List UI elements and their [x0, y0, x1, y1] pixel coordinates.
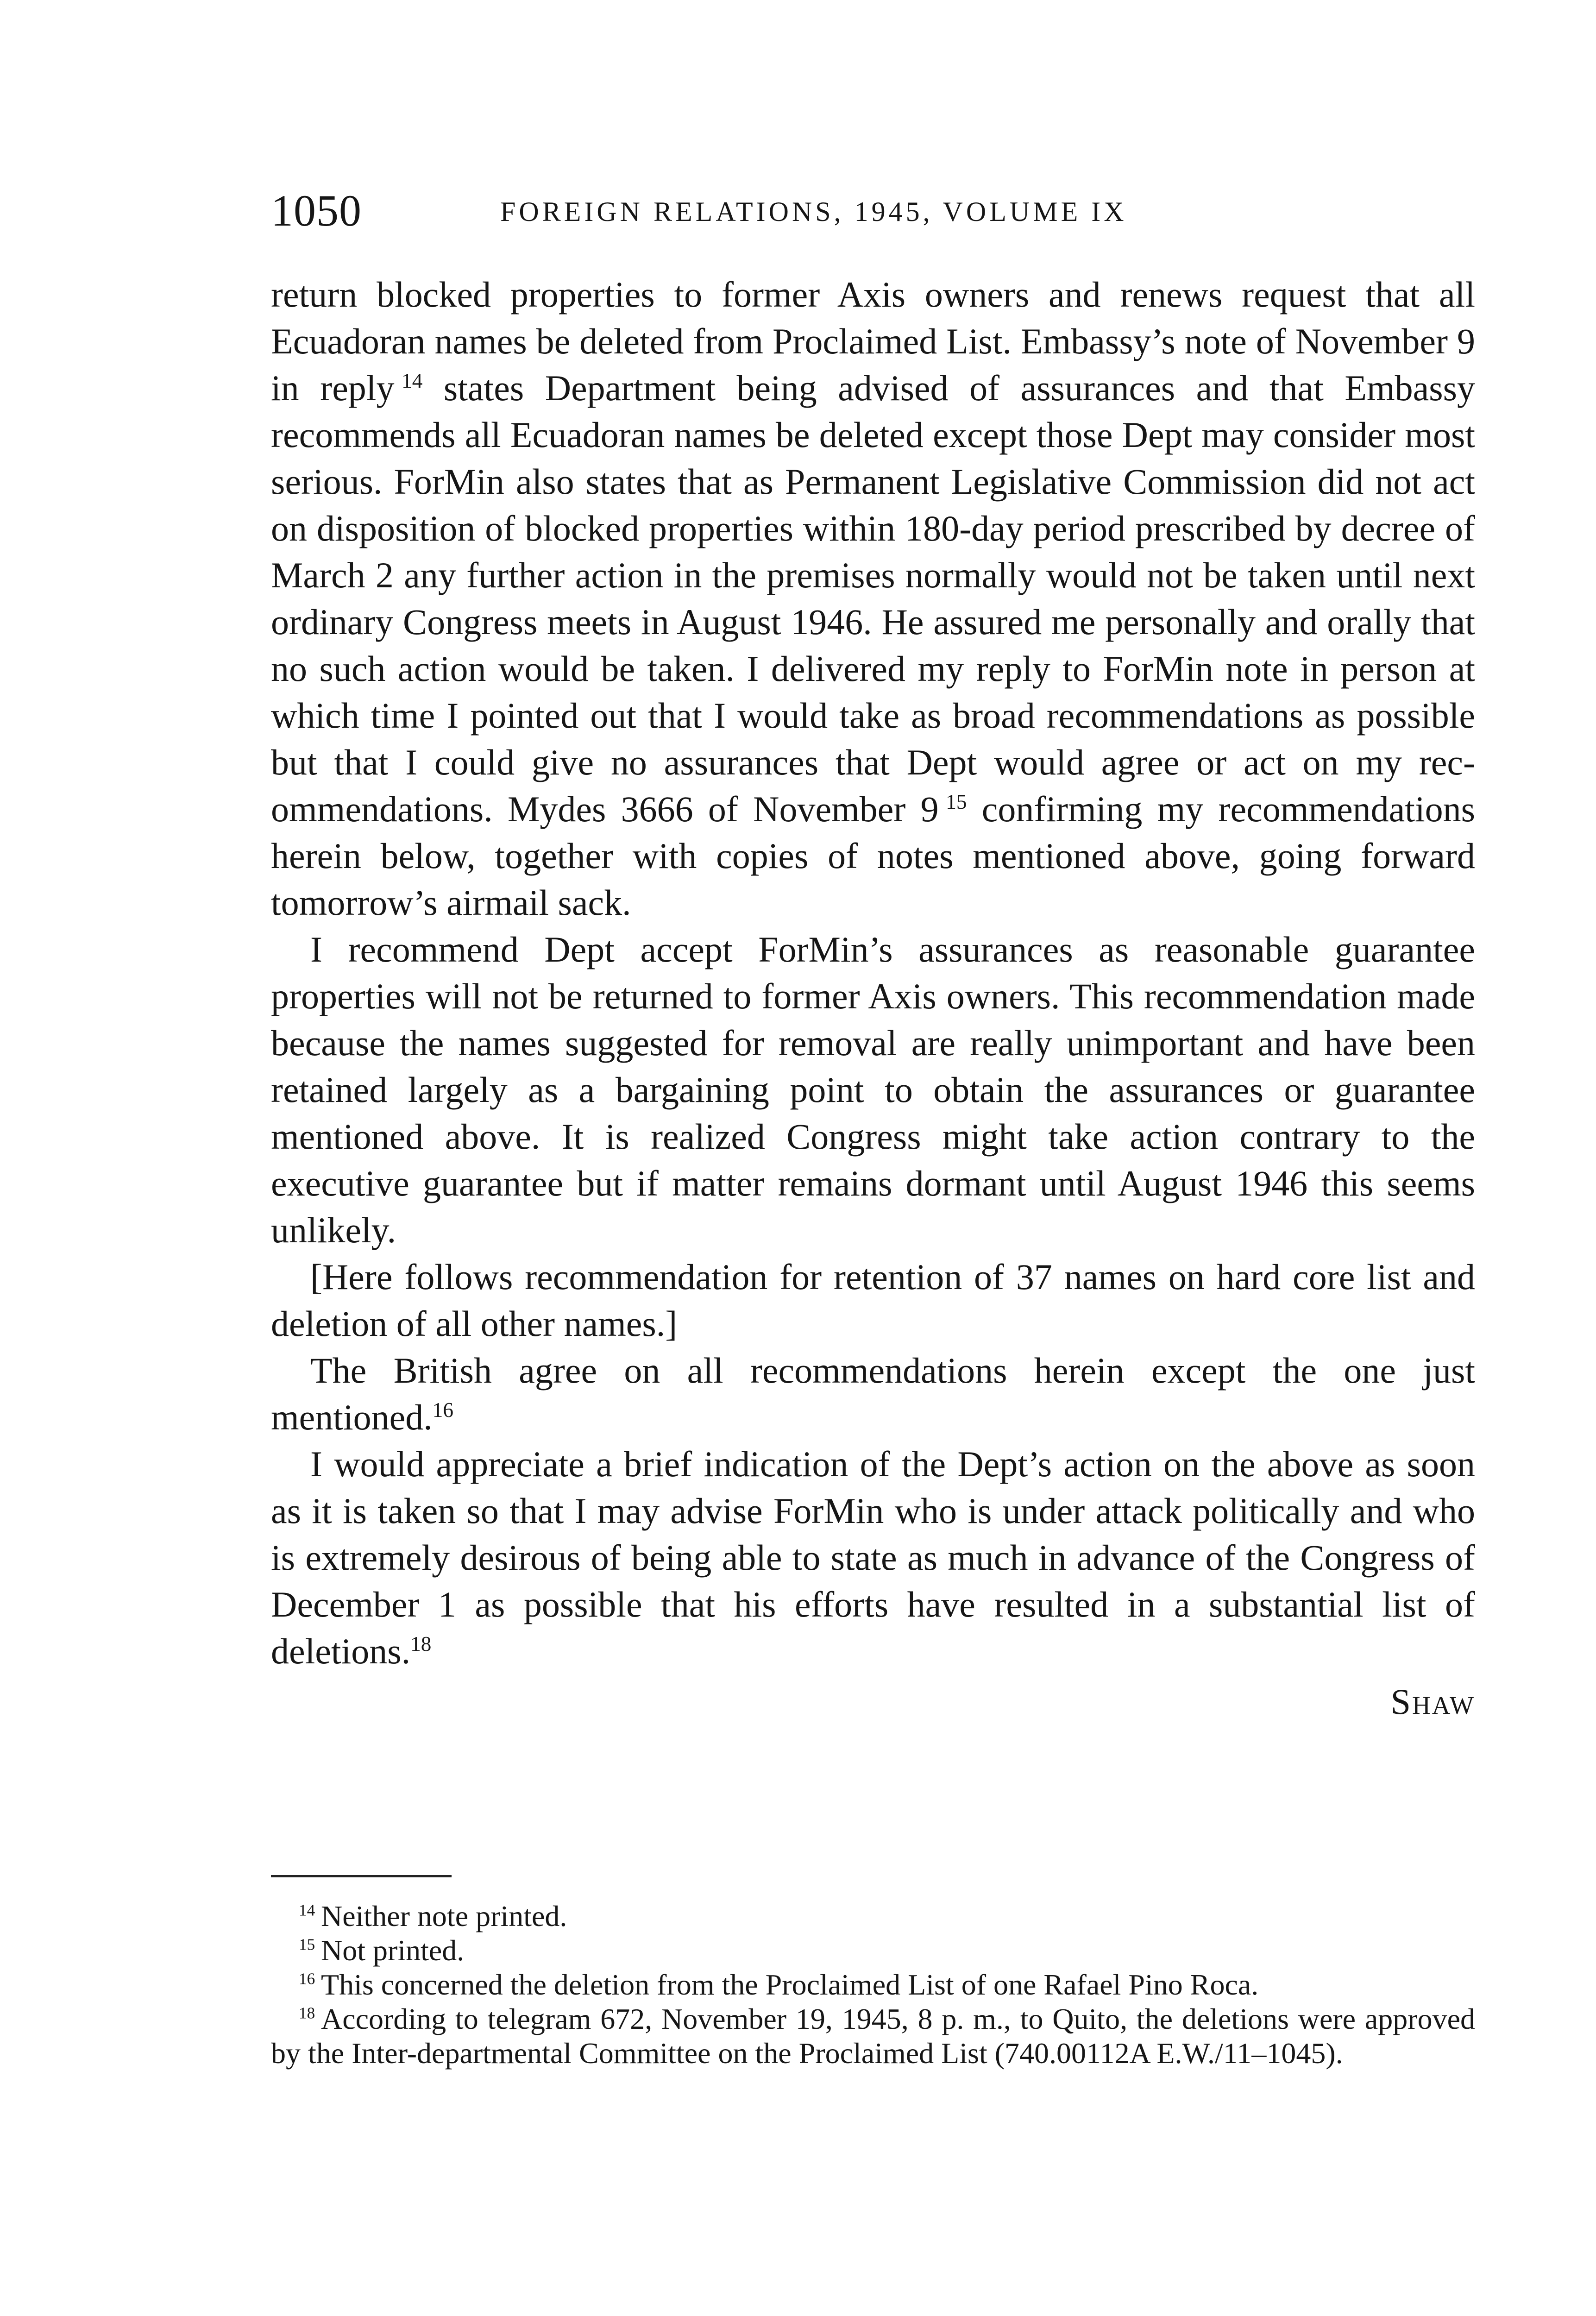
running-head: FOREIGN RELATIONS, 1945, VOLUME IX	[500, 196, 1127, 227]
signature: Shaw	[1390, 1681, 1475, 1722]
paragraph-4-text: The British agree on all recommendations herein except the one just mentioned.	[271, 1350, 1475, 1437]
footnote-14	[271, 1899, 1475, 1933]
footnote-separator	[271, 1875, 452, 1877]
paragraph-1-text-b: states Department being advised of assurances and that Embassy recommends all Ecuadoran names be deleted except those Dept may consider most serious. ForMin also states that as Permanent Legislative Commission did not act on disposition of blocked properties within 180-day period prescribed by decree of March 2 any further action in the premises normally would not be taken until next ordinary Congress meets in August 1946. He assured me personally and orally that no such action would be taken. I delivered my reply to ForMin note in person at which time I pointed out that I would take as broad recommendations as possible but that I could give no assurances that Dept would agree or act on my recommendations. Mydes 3666 of November 9	[271, 368, 1475, 829]
footnote-ref-18: 18	[410, 1632, 432, 1655]
footnote-number: 14	[299, 1901, 315, 1920]
footnote-16	[271, 1968, 1475, 2002]
paragraph-1-text-a: return blocked properties to former Axis owners and renews request that all Ecuadoran names be deleted from Proclaimed List. Embassy’s note of November 9 in reply	[271, 274, 1475, 408]
page-number: 1050	[271, 186, 362, 235]
footnote-ref-16: 16	[432, 1398, 453, 1422]
footnote-ref-15: 15	[946, 790, 967, 813]
page-header	[271, 185, 1475, 236]
footnote-text: This concerned the deletion from the Proclaimed List of one Rafael Pino Roca.	[321, 1968, 1259, 2001]
body-text	[271, 271, 1475, 1725]
footnote-18	[271, 2002, 1475, 2071]
footnote-text: Neither note printed.	[321, 1900, 567, 1932]
footnotes	[271, 1899, 1475, 2071]
paragraph-2: I recommend Dept accept ForMin’s assurances as reasonable guarantee properties will not be returned to former Axis owners. This recommendation made because the names suggested for removal are really unimportant and have been retained largely as a bargaining point to obtain the assurances or guarantee mentioned above. It is realized Congress might take action contrary to the executive guarantee but if matter remains dormant until August 1946 this seems unlikely.	[271, 929, 1475, 1250]
paragraph-1-text-c: confirming my recommendations herein below, together with copies of notes mentioned above, going forward tomorrow’s airmail sack.	[271, 789, 1475, 923]
paragraph-3: [Here follows recommendation for retention of 37 names on hard core list and deletion of all other names.]	[271, 1257, 1475, 1344]
paragraph-1	[271, 271, 1475, 926]
footnote-number: 16	[299, 1970, 315, 1988]
paragraph-5	[271, 1441, 1475, 1674]
paragraph-5-text: I would appreciate a brief indication of the Dept’s action on the above as soon as it is taken so that I may advise ForMin who is under attack politically and who is extremely desirous of being able to state as much in advance of the Congress of December 1 as possible that his efforts have resulted in a substantial list of deletions.	[271, 1444, 1475, 1671]
footnote-number: 15	[299, 1935, 315, 1954]
footnote-15	[271, 1933, 1475, 1968]
footnote-text: According to telegram 672, November 19, 1945, 8 p. m., to Quito, the deletions were approved by the Inter-departmental Committee on the Proclaimed List (740.00112A E.W./11–1045).	[271, 2002, 1475, 2070]
paragraph-4	[271, 1347, 1475, 1441]
footnote-number: 18	[299, 2004, 315, 2022]
footnote-ref-14: 14	[402, 369, 423, 392]
footnote-text: Not printed.	[321, 1934, 465, 1967]
